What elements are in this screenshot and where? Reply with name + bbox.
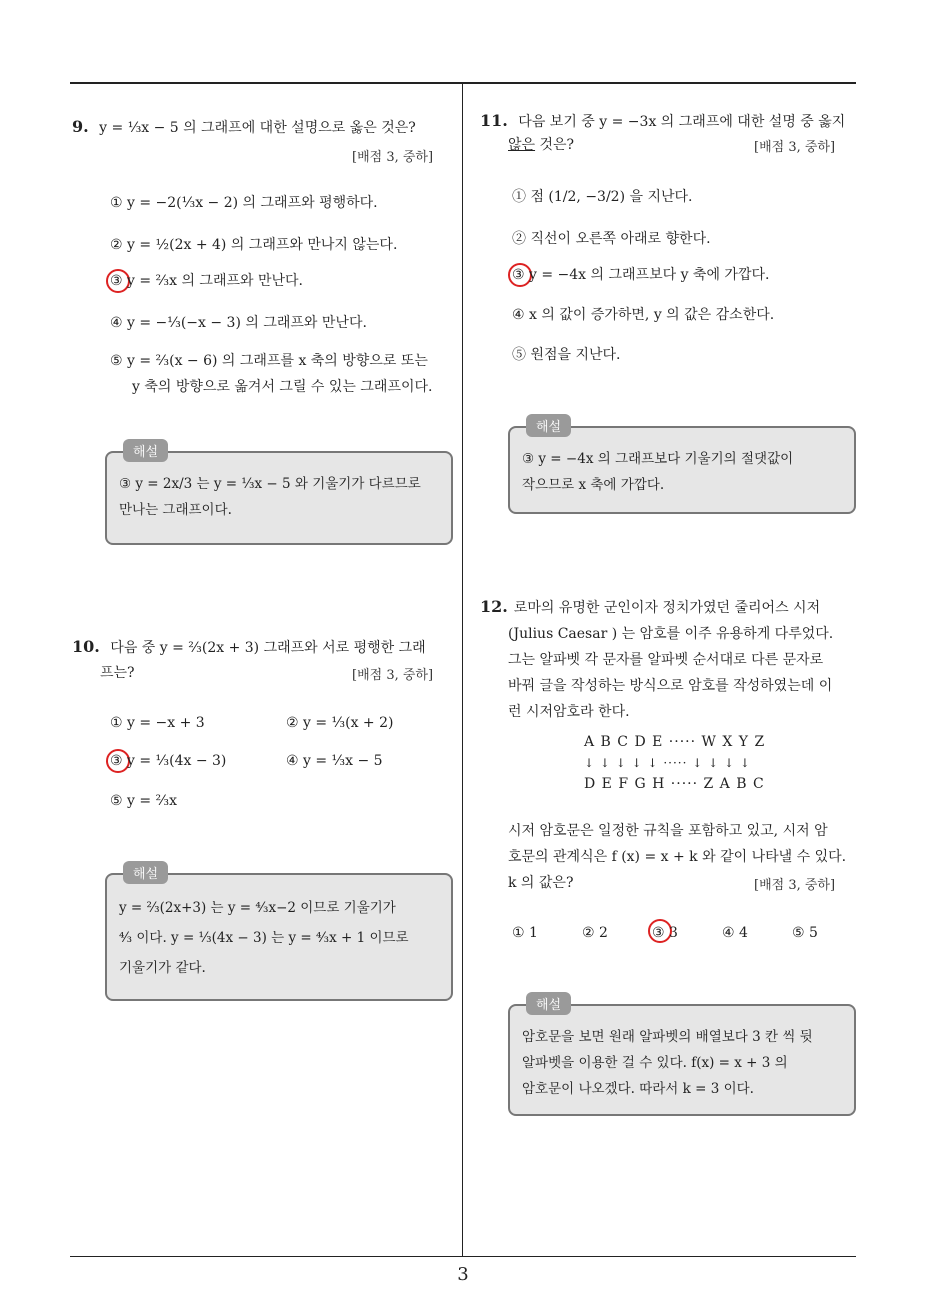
question-line: 시저 암호문은 일정한 규칙을 포함하고 있고, 시저 암 [508,823,828,839]
solution-box [508,420,856,514]
page-number: 3 [457,1264,469,1285]
option-5[interactable]: ⑤ y = ⅔(x − 6) 의 그래프를 x 축의 방향으로 또는 [110,353,428,369]
option-5-continued: y 축의 방향으로 옮겨서 그릴 수 있는 그래프이다. [132,379,433,395]
question-line: 그는 알파벳 각 문자를 알파벳 순서대로 다른 문자로 [508,652,824,668]
question-stem-continued [508,132,574,158]
question-stem-continued: 프는? [100,665,135,681]
solution-box [105,867,453,1001]
question-line: 로마의 유명한 군인이자 정치가였던 줄리어스 시저 [513,600,821,616]
solution-line: 암호문을 보면 원래 알파벳의 배열보다 3 칸 씩 뒷 [522,1029,813,1045]
question-11 [480,108,860,135]
option-1[interactable]: ① 점 (1/2, −3/2) 을 지난다. [512,189,693,205]
option-2[interactable]: ② 2 [582,925,608,941]
question-stem: 다음 보기 중 y = −3x 의 그래프에 대한 설명 중 옳지 [518,114,846,130]
question-stem: y = ⅓x − 5 의 그래프에 대한 설명으로 옳은 것은? [99,120,416,136]
solution-line: ③ y = 2x/3 는 y = ⅓x − 5 와 기울기가 다르므로 [119,476,421,492]
solution-line: ③ y = −4x 의 그래프보다 기울기의 절댓값이 [522,451,794,467]
question-line: (Julius Caesar ) 는 암호를 이주 유용하게 다루었다. [508,626,834,642]
question-9 [72,114,458,141]
question-number: 12. [480,597,508,616]
question-line: 바꿔 글을 작성하는 방식으로 암호를 작성하였는데 이 [508,678,833,694]
cipher-encoded-row: D E F G H ····· Z A B C [584,776,765,792]
question-line: 호문의 관계식은 f (x) = x + k 와 같이 나타낼 수 있다. [508,849,847,865]
solution-box [508,998,856,1116]
option-1[interactable]: ① y = −2(⅓x − 2) 의 그래프와 평행하다. [110,195,378,211]
option-3[interactable]: ③ y = −4x 의 그래프보다 y 축에 가깝다. [512,267,770,283]
solution-box [105,445,453,545]
option-1[interactable]: ① y = −x + 3 [110,715,205,731]
question-10 [72,634,458,661]
bottom-rule [70,1256,856,1257]
option-4[interactable]: ④ y = ⅓x − 5 [286,753,383,769]
top-rule [70,82,856,84]
question-line: 런 시저암호라 한다. [508,704,630,720]
option-3[interactable]: ③ 3 [652,925,678,941]
solution-line: 알파벳을 이용한 걸 수 있다. f(x) = x + 3 의 [522,1055,788,1071]
question-12 [480,594,860,725]
solution-tag: 해설 [123,439,168,462]
option-1[interactable]: ① 1 [512,925,538,941]
column-divider [462,84,463,1256]
question-stem: 다음 중 y = ⅔(2x + 3) 그래프와 서로 평행한 그래 [110,640,426,656]
option-5[interactable]: ⑤ 원점을 지난다. [512,347,621,363]
question-line: k 의 값은? [508,875,574,891]
option-2[interactable]: ② y = ⅓(x + 2) [286,715,394,731]
question-number: 10. [72,637,100,656]
question-number: 11. [480,111,508,130]
cipher-plain-row: A B C D E ····· W X Y Z [584,734,766,750]
solution-tag: 해설 [526,414,571,437]
cipher-arrow-row: ↓ ↓ ↓ ↓ ↓ ····· ↓ ↓ ↓ ↓ [584,756,751,770]
solution-line: ⁴⁄₃ 이다. y = ⅓(4x − 3) 는 y = ⁴⁄₃x + 1 이므로 [119,930,409,946]
stem-rest: 것은? [535,137,575,153]
question-number: 9. [72,117,89,136]
question-meta: [배점 3, 중하] [754,140,836,155]
solution-line: y = ⅔(2x+3) 는 y = ⁴⁄₃x−2 이므로 기울기가 [119,900,396,916]
option-5[interactable]: ⑤ y = ⅔x [110,793,178,809]
option-4[interactable]: ④ x 의 값이 증가하면, y 의 값은 감소한다. [512,307,775,323]
solution-tag: 해설 [123,861,168,884]
option-3[interactable]: ③ y = ⅔x 의 그래프와 만난다. [110,273,303,289]
solution-line: 만나는 그래프이다. [119,502,232,518]
solution-tag: 해설 [526,992,571,1015]
solution-line: 기울기가 같다. [119,960,206,976]
option-4[interactable]: ④ 4 [722,925,748,941]
option-4[interactable]: ④ y = −⅓(−x − 3) 의 그래프와 만난다. [110,315,367,331]
underlined-word: 않은 [508,137,536,153]
question-meta: [배점 3, 중하] [352,668,434,683]
option-3[interactable]: ③ y = ⅓(4x − 3) [110,753,227,769]
solution-line: 암호문이 나오겠다. 따라서 k = 3 이다. [522,1081,754,1097]
question-meta: [배점 3, 중하] [352,150,434,165]
solution-line: 작으므로 x 축에 가깝다. [522,477,665,493]
option-2[interactable]: ② 직선이 오른쪽 아래로 향한다. [512,231,711,247]
question-meta: [배점 3, 중하] [754,878,836,893]
option-5[interactable]: ⑤ 5 [792,925,818,941]
option-2[interactable]: ② y = ½(2x + 4) 의 그래프와 만나지 않는다. [110,237,398,253]
